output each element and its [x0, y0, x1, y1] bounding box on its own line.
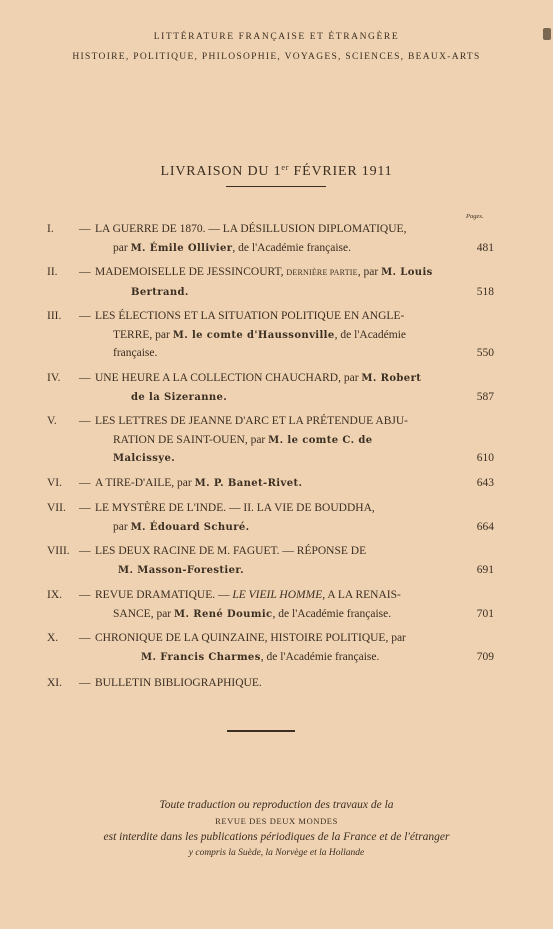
author-name: Bertrand. — [131, 287, 189, 298]
entry-number: I. — [47, 223, 54, 235]
notice-line-1: Toute traduction ou reproduction des travaux de la — [159, 799, 394, 811]
entry-page: 610 — [476, 452, 494, 464]
entry-author-line — [131, 391, 227, 403]
entry-author-line — [113, 521, 250, 533]
entry-page: 481 — [476, 242, 494, 254]
text-part: TERRE, par — [113, 329, 173, 341]
author-name: M. Masson-Forestier. — [118, 565, 245, 576]
text-part: , par — [357, 266, 382, 278]
entry-page: 709 — [476, 651, 494, 663]
italic-title: LE VIEIL HOMME, — [232, 589, 326, 601]
text-part: , de l'Académie française. — [260, 651, 380, 663]
header — [0, 30, 553, 64]
small-caps: DERNIÈRE PARTIE — [286, 268, 358, 277]
title-rule — [226, 186, 326, 187]
entry-number: II. — [47, 266, 58, 278]
entry-dash: — — [79, 589, 91, 601]
entry-page: 691 — [476, 564, 494, 576]
entry-dash: — — [79, 223, 91, 235]
text-part: RATION DE SAINT-OUEN, par — [113, 434, 269, 446]
author-name: M. P. Banet-Rivet. — [194, 478, 303, 489]
entry-dash: — — [79, 415, 91, 427]
entry-dash: — — [79, 502, 91, 514]
entry-title: LES LETTRES DE JEANNE D'ARC ET LA PRÉTENDUE ABJU- — [95, 415, 408, 427]
entry-author-line — [113, 608, 391, 620]
author-name: M. René Doumic — [174, 609, 273, 620]
entry-author-line — [113, 329, 406, 341]
entry-page: 518 — [476, 286, 494, 298]
entry-number: V. — [47, 415, 57, 427]
title-prefix: LIVRAISON DU 1 — [160, 164, 282, 179]
entry-title — [95, 266, 433, 278]
entry-author-line — [118, 564, 244, 576]
author-name: M. le comte C. de — [268, 435, 373, 446]
entry-dash: — — [79, 677, 91, 689]
notice-line-4: y compris la Suède, la Norvège et la Hollande — [188, 848, 365, 858]
text-part: REVUE DRAMATIQUE. — — [95, 589, 233, 601]
notice-line-2: REVUE DES DEUX MONDES — [215, 816, 338, 826]
entry-page: 643 — [476, 477, 494, 489]
text-part: SANCE, par — [113, 608, 175, 620]
entry-page: 587 — [476, 391, 494, 403]
header-line-1: LITTÉRATURE FRANÇAISE ET ÉTRANGÈRE — [153, 32, 400, 42]
entry-title: LA GUERRE DE 1870. — LA DÉSILLUSION DIPLOMATIQUE, — [95, 223, 407, 235]
text-part: par — [113, 242, 131, 254]
entry-dash: — — [79, 266, 91, 278]
entry-author-line — [113, 434, 373, 446]
entry-number: VIII. — [47, 545, 70, 557]
entry-title: LE MYSTÈRE DE L'INDE. — II. LA VIE DE BOUDDHA, — [95, 502, 375, 514]
entry-continuation: française. — [113, 347, 158, 359]
entry-dash: — — [79, 545, 91, 557]
notice-line-3: est interdite dans les publications périodiques de la France et de l'étranger — [103, 831, 450, 843]
author-name: M. Louis — [381, 267, 433, 278]
issue-title — [0, 163, 553, 180]
text-part: , de l'Académie — [334, 329, 406, 341]
entry-title: CHRONIQUE DE LA QUINZAINE, HISTOIRE POLITIQUE, par — [95, 632, 406, 644]
section-rule — [227, 730, 295, 732]
entry-page: 701 — [476, 608, 494, 620]
entry-dash: — — [79, 477, 91, 489]
entry-continuation — [113, 452, 175, 464]
text-part: A TIRE-D'AILE, par — [95, 477, 195, 489]
text-part: par — [113, 521, 131, 533]
entry-dash: — — [79, 372, 91, 384]
entry-number: IV. — [47, 372, 61, 384]
title-suffix: FÉVRIER 1911 — [289, 164, 393, 179]
entry-number: VI. — [47, 477, 63, 489]
entry-dash: — — [79, 632, 91, 644]
text-part: , de l'Académie française. — [232, 242, 351, 254]
pages-column-label: Pages. — [466, 213, 484, 220]
entry-number: VII. — [47, 502, 66, 514]
entry-title: BULLETIN BIBLIOGRAPHIQUE. — [95, 677, 262, 689]
entry-dash: — — [79, 310, 91, 322]
author-name: M. Robert — [361, 373, 422, 384]
entry-author-line — [113, 242, 351, 254]
entry-title — [95, 589, 401, 601]
title-sup: er — [281, 163, 290, 172]
author-name: de la Sizeranne. — [131, 392, 228, 403]
text-part: UNE HEURE A LA COLLECTION CHAUCHARD, par — [95, 372, 362, 384]
entry-title: LES DEUX RACINE DE M. FAGUET. — RÉPONSE DE — [95, 545, 367, 557]
entry-number: XI. — [47, 677, 63, 689]
entry-page: 550 — [476, 347, 494, 359]
text-part: , de l'Académie française. — [272, 608, 392, 620]
entry-author-line — [131, 286, 189, 298]
entry-number: IX. — [47, 589, 63, 601]
author-name: Malcissye. — [113, 453, 176, 464]
author-name: M. le comte d'Haussonville — [172, 330, 335, 341]
entry-author-line — [141, 651, 379, 663]
copyright-notice — [0, 797, 553, 861]
text-part: A LA RENAIS- — [325, 589, 401, 601]
entry-page: 664 — [476, 521, 494, 533]
header-line-2: HISTOIRE, POLITIQUE, PHILOSOPHIE, VOYAGES, SCIENCES, BEAUX-ARTS — [72, 52, 481, 62]
entry-title: LES ÉLECTIONS ET LA SITUATION POLITIQUE EN ANGLE- — [95, 310, 405, 322]
author-name: M. Édouard Schuré. — [130, 522, 250, 533]
text-part: MADEMOISELLE DE JESSINCOURT, — [95, 266, 287, 278]
author-name: M. Francis Charmes — [141, 652, 261, 663]
entry-number: III. — [47, 310, 62, 322]
author-name: M. Émile Ollivier — [130, 243, 233, 254]
entry-number: X. — [47, 632, 59, 644]
entry-title — [95, 372, 421, 384]
entry-title — [95, 477, 302, 489]
